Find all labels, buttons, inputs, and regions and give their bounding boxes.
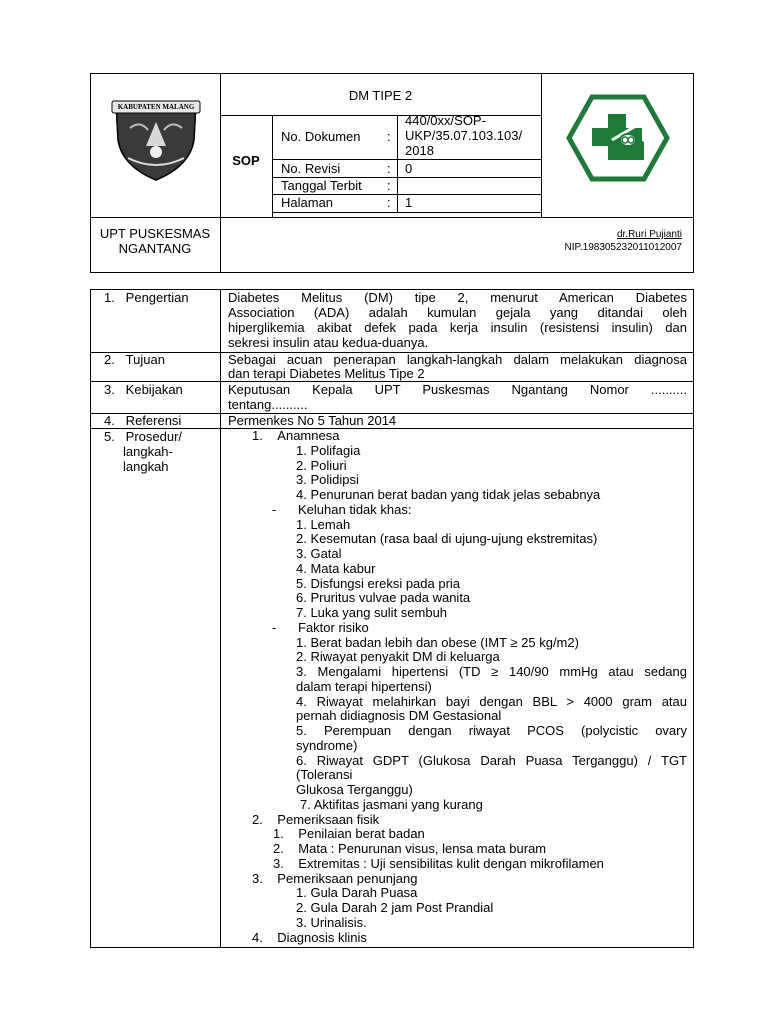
section-text: sekresi insulin atau kedua-duanya. bbox=[228, 335, 429, 350]
field-colon: : bbox=[387, 161, 391, 176]
section-label-prosedur: langkah bbox=[123, 459, 169, 474]
procedure-line: 6. Riwayat GDPT (Glukosa Darah Puasa Terganggu) / TGT bbox=[296, 752, 687, 768]
section-text: dan terapi Diabetes Melitus Tipe 2 bbox=[228, 366, 425, 381]
section-label-referensi: 4. Referensi bbox=[104, 413, 182, 428]
procedure-line: 3. Gatal bbox=[296, 546, 342, 561]
org-name: UPT PUSKESMAS bbox=[99, 226, 211, 241]
procedure-line: 4. Diagnosis klinis bbox=[252, 929, 367, 945]
divider bbox=[272, 115, 273, 217]
divider bbox=[541, 73, 542, 217]
divider bbox=[220, 115, 541, 116]
procedure-line: 1. Polifagia bbox=[296, 442, 361, 458]
field-label-no-revisi: No. Revisi bbox=[281, 161, 341, 176]
field-value-no-revisi: 0 bbox=[405, 161, 413, 176]
procedure-line: 2. Poliuri bbox=[296, 457, 347, 473]
procedure-line: 2. Mata : Penurunan visus, lensa mata buram bbox=[273, 841, 547, 856]
procedure-line: 4. Penurunan berat badan yang tidak jelas sebabnya bbox=[296, 487, 601, 502]
sop-label: SOP bbox=[232, 153, 260, 168]
procedure-line: 4. Mata kabur bbox=[296, 560, 376, 576]
procedure-line: Glukosa Terganggu) bbox=[296, 782, 413, 797]
divider bbox=[220, 73, 221, 273]
section-text: hiperglikemia akibat defek pada kerja insulin (resistensi insulin) dan bbox=[228, 320, 687, 335]
divider bbox=[397, 115, 398, 212]
section-text: Diabetes Melitus (DM) tipe 2, menurut American Diabetes bbox=[228, 290, 687, 305]
divider bbox=[272, 159, 541, 160]
procedure-line: 3. Extremitas : Uji sensibilitas kulit dengan mikrofilamen bbox=[273, 855, 604, 871]
procedure-line: dalam terapi hipertensi) bbox=[296, 678, 432, 694]
procedure-line: 1. Gula Darah Puasa bbox=[296, 885, 418, 901]
section-text: Permenkes No 5 Tahun 2014 bbox=[228, 413, 397, 428]
section-label-kebijakan: 3. Kebijakan bbox=[104, 382, 183, 397]
procedure-line: 3. Polidipsi bbox=[296, 472, 359, 488]
procedure-line: 2. Kesemutan (rasa baal di ujung-ujung ekstremitas) bbox=[296, 531, 598, 547]
procedure-line: 1. Lemah bbox=[296, 516, 351, 532]
signer-nip: NIP.198305232011012007 bbox=[564, 242, 682, 253]
procedure-line: 2. Pemeriksaan fisik bbox=[252, 811, 380, 827]
divider bbox=[90, 217, 694, 218]
field-label-tanggal-terbit: Tanggal Terbit bbox=[281, 178, 362, 193]
field-colon: : bbox=[387, 195, 391, 210]
section-text: Keputusan Kepala UPT Puskesmas Ngantang Nomor .......... bbox=[228, 382, 687, 397]
field-label-halaman: Halaman bbox=[281, 195, 334, 210]
section-label-pengertian: 1. Pengertian bbox=[104, 290, 189, 305]
procedure-line: (Toleransi bbox=[296, 767, 353, 783]
field-value-halaman: 1 bbox=[405, 195, 413, 210]
section-label-prosedur: 5. Prosedur/ bbox=[104, 429, 183, 444]
procedure-line: 4. Riwayat melahirkan bayi dengan BBL > 4000 gram atau bbox=[296, 693, 687, 709]
field-label-no-dokumen: No. Dokumen bbox=[281, 129, 361, 144]
procedure-line: 1. Penilaian berat badan bbox=[273, 826, 425, 842]
procedure-line: pernah didiagnosis DM Gestasional bbox=[296, 708, 502, 724]
field-colon: : bbox=[387, 129, 391, 144]
field-value-no-dokumen: 440/0xx/SOP- bbox=[405, 113, 486, 128]
procedure-line: - Keluhan tidak khas: bbox=[272, 501, 412, 517]
procedure-line: syndrome) bbox=[296, 737, 358, 753]
procedure-line: 3. Urinalisis. bbox=[296, 914, 367, 930]
procedure-line: 3. Pemeriksaan penunjang bbox=[252, 870, 418, 886]
field-colon: : bbox=[387, 178, 391, 193]
procedure-line: 2. Riwayat penyakit DM di keluarga bbox=[296, 649, 500, 665]
field-value-no-dokumen: 2018 bbox=[405, 143, 434, 158]
org-name: NGANTANG bbox=[118, 241, 192, 256]
section-label-prosedur: langkah- bbox=[123, 444, 173, 459]
logo-text: KABUPATEN MALANG bbox=[117, 103, 195, 111]
procedure-line: - Faktor risiko bbox=[272, 619, 369, 635]
puskesmas-cross-logo-icon bbox=[566, 94, 670, 182]
section-text: Association (ADA) adalah kumulan gejala yang ditandai oleh bbox=[228, 305, 687, 320]
procedure-line: 1. Anamnesa bbox=[252, 428, 340, 443]
section-label-tujuan: 2. Tujuan bbox=[104, 352, 165, 367]
signer-name: dr.Ruri Pujianti bbox=[616, 229, 682, 240]
page-title: DM TIPE 2 bbox=[348, 88, 413, 103]
procedure-line: 6. Pruritus vulvae pada wanita bbox=[296, 590, 471, 606]
procedure-line: 7. Aktifitas jasmani yang kurang bbox=[300, 796, 483, 812]
section-text: tentang.......... bbox=[228, 397, 308, 412]
divider bbox=[220, 289, 221, 948]
field-value-no-dokumen: UKP/35.07.103.103/ bbox=[405, 128, 523, 143]
procedure-line: 5. Disfungsi ereksi pada pria bbox=[296, 575, 461, 591]
kabupaten-malang-emblem-icon bbox=[110, 100, 202, 184]
procedure-line: 1. Berat badan lebih dan obese (IMT ≥ 25 kg/m2) bbox=[296, 634, 579, 650]
section-text: Sebagai acuan penerapan langkah-langkah dalam melakukan diagnosa bbox=[228, 352, 687, 367]
procedure-line: 2. Gula Darah 2 jam Post Prandial bbox=[296, 900, 494, 915]
procedure-line: 7. Luka yang sulit sembuh bbox=[296, 605, 448, 620]
procedure-line: 3. Mengalami hipertensi (TD ≥ 140/90 mmHg atau sedang bbox=[296, 664, 687, 679]
divider bbox=[272, 212, 541, 213]
procedure-line: 5. Perempuan dengan riwayat PCOS (polycistic ovary bbox=[296, 723, 687, 738]
